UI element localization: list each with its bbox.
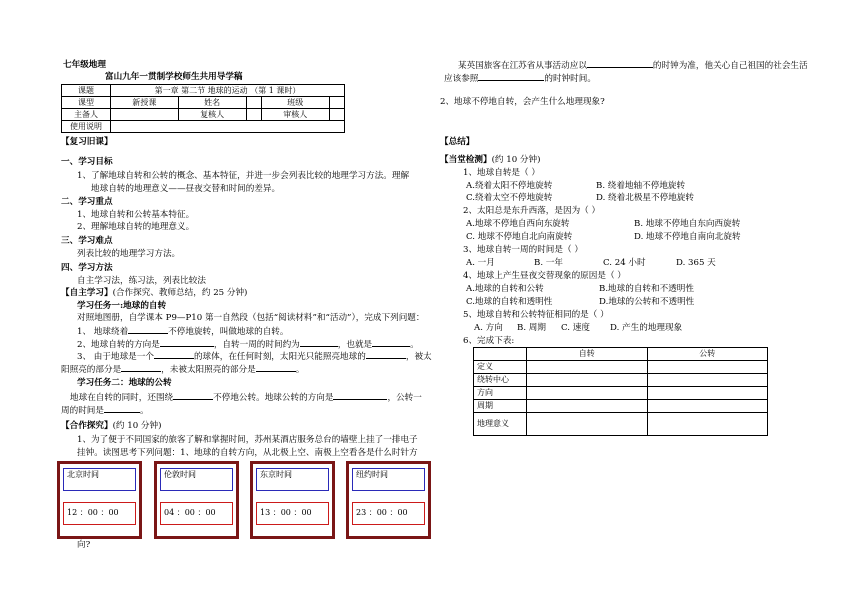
table-cell[interactable]: [527, 387, 648, 400]
clock-city-label: 北京时间: [63, 468, 136, 491]
row-label: 绕转中心: [474, 374, 527, 387]
cooperation-line-3: 向?: [77, 540, 91, 550]
reviewer-value[interactable]: [246, 109, 261, 121]
self-study-header: [61, 288, 247, 298]
table-cell[interactable]: [647, 361, 768, 374]
answer-blank[interactable]: [300, 338, 338, 347]
approver-value[interactable]: [329, 109, 344, 121]
row-label: 方向: [474, 387, 527, 400]
right-para-line-2: 应该参照 的时钟时间。: [444, 74, 596, 84]
table-cell[interactable]: [647, 387, 768, 400]
row-label: 地理意义: [474, 413, 527, 436]
quiz-option[interactable]: A. 一月: [466, 258, 495, 268]
method-item: 自主学习法，练习法，列表比较法: [77, 276, 206, 286]
quiz-question-1: 1、地球自转是（ ）: [463, 168, 540, 178]
quiz-option[interactable]: A.绕着太阳不停地旋转: [466, 181, 553, 191]
task1-question-3: 3、 由于地球是一个 的球体，在任何时刻，太阳光只能照亮地球的 ，被太: [77, 352, 432, 362]
quiz-option[interactable]: C. 地球不停地自北向南旋转: [466, 232, 573, 242]
quiz-option[interactable]: D. 产生的地理现象: [610, 323, 683, 333]
review-heading: 【复习旧课】: [61, 137, 113, 147]
col-header-rotation: 自转: [527, 348, 648, 361]
quiz-question-5: 5、地球自转和公转特征相同的是（ ）: [463, 310, 609, 320]
table-cell[interactable]: [527, 374, 648, 387]
answer-blank[interactable]: [173, 391, 213, 400]
cooperation-line-2: 挂钟。读图思考下列问题：1、地球的自转方向，从北极上空、南极上空看各是什么时针方: [77, 448, 418, 458]
name-value[interactable]: [246, 97, 261, 109]
quiz-option[interactable]: C. 速度: [561, 323, 590, 333]
quiz-option[interactable]: D. 365 天: [676, 258, 716, 268]
cooperation-heading: 【合作探究】: [61, 421, 113, 431]
goals-line-2: 地球自转的地理意义——昼夜交替和时间的差异。: [91, 184, 281, 194]
clock-time-display: 13 ：00 ：00: [256, 502, 329, 525]
answer-blank[interactable]: [104, 404, 140, 413]
clock-city-label: 纽约时间: [352, 468, 425, 491]
clock-city-label: 伦敦时间: [160, 468, 233, 491]
table-cell[interactable]: [527, 400, 648, 413]
table-cell[interactable]: [647, 374, 768, 387]
quiz-question-6: 6、完成下表:: [463, 336, 515, 346]
comparison-table: [473, 347, 768, 436]
method-heading: 四、学习方法: [61, 263, 113, 273]
class-label: 班级: [261, 97, 329, 109]
task2-line-1: 地球在自转的同时，还围绕 不停地公转。地球公转的方向是 ，公转一: [70, 393, 422, 403]
quiz-option[interactable]: A.地球不停地自西向东旋转: [466, 219, 570, 229]
answer-blank[interactable]: [333, 391, 387, 400]
col-header-revolution: 公转: [647, 348, 768, 361]
quiz-option[interactable]: D. 地球不停地自南向北旋转: [634, 232, 741, 242]
table-cell[interactable]: [527, 361, 648, 374]
quiz-question-3: 3、地球自转一周的时间是（ ）: [463, 245, 583, 255]
right-question-2: 2、地球不停地自转，会产生什么地理现象?: [440, 97, 605, 107]
row-label: 定义: [474, 361, 527, 374]
answer-blank[interactable]: [366, 350, 406, 359]
quiz-question-4: 4、地球上产生昼夜交替现象的原因是（ ）: [463, 271, 626, 281]
clock-city-label: 东京时间: [256, 468, 329, 491]
table-cell[interactable]: [647, 413, 768, 436]
task1-title: 学习任务一:地球的自转: [77, 301, 167, 311]
type-label: 课型: [62, 97, 111, 109]
summary-heading: 【总结】: [440, 137, 475, 147]
table-corner: [474, 348, 527, 361]
task1-question-3-cont: 阳照亮的部分是 ，未被太阳照亮的部分是 。: [61, 365, 305, 375]
quiz-option[interactable]: C. 24 小时: [603, 258, 646, 268]
test-heading: 【当堂检测】: [440, 155, 492, 165]
author-label: 主备人: [62, 109, 111, 121]
goals-line-1: 1、了解地球自转和公转的概念、基本特征，并进一步会列表比较的地理学习方法。理解: [77, 171, 410, 181]
clock-time-display: 04 ：00 ：00: [160, 502, 233, 525]
answer-blank[interactable]: [160, 338, 214, 347]
test-header: [440, 155, 540, 165]
answer-blank[interactable]: [587, 59, 653, 68]
self-study-heading: 【自主学习】: [61, 288, 113, 298]
quiz-option[interactable]: A.地球的自转和公转: [466, 284, 544, 294]
clock-tokyo: [250, 461, 335, 539]
key-points-heading: 二、学习重点: [61, 197, 113, 207]
goals-heading: 一、学习目标: [61, 157, 113, 167]
author-value[interactable]: [111, 109, 179, 121]
clock-time-display: 12 ：00 ：00: [63, 502, 136, 525]
school-title: 富山九年一贯制学校师生共用导学稿: [105, 72, 243, 82]
type-value: 新授课: [111, 97, 179, 109]
usage-label: 使用说明: [62, 121, 111, 133]
approver-label: 审核人: [261, 109, 329, 121]
topic-label: 课题: [62, 85, 111, 97]
cooperation-line-1: 1、为了便于不同国家的旅客了解和掌握时间，苏州某酒店服务总台的墙壁上挂了一排电子: [77, 435, 418, 445]
task1-question-2: 2、地球自转的方向是 ，自转一周的时间约为 ，也就是 。: [77, 340, 419, 350]
quiz-option[interactable]: C.绕着太空不停地旋转: [466, 193, 553, 203]
topic-value: 第一章 第二节 地球的运动 （第 1 课时）: [111, 85, 345, 97]
cooperation-header: [61, 421, 161, 431]
quiz-option[interactable]: C.地球的自转和透明性: [466, 297, 553, 307]
subject-label: 七年级地理: [63, 60, 106, 70]
answer-blank[interactable]: [256, 363, 296, 372]
quiz-question-2: 2、太阳总是东升西落，是因为（ ）: [463, 206, 601, 216]
answer-blank[interactable]: [478, 72, 544, 81]
name-label: 姓名: [178, 97, 246, 109]
class-value[interactable]: [329, 97, 344, 109]
table-cell[interactable]: [647, 400, 768, 413]
quiz-option[interactable]: B. 绕着地轴不停地旋转: [596, 181, 686, 191]
reviewer-label: 复核人: [178, 109, 246, 121]
usage-value[interactable]: [111, 121, 345, 133]
quiz-option[interactable]: A. 方向: [474, 323, 503, 333]
test-note: (约 10 分钟): [491, 155, 541, 165]
task1-question-1: 1、 地球绕着 不停地旋转，叫做地球的自转。: [77, 327, 289, 337]
quiz-option[interactable]: D. 绕着北极星不停地旋转: [596, 193, 694, 203]
answer-blank[interactable]: [154, 350, 194, 359]
quiz-option[interactable]: D.地球的公转和不透明性: [599, 297, 695, 307]
answer-blank[interactable]: [128, 325, 168, 334]
difficulty-item: 列表比较的地理学习方法。: [77, 249, 181, 259]
answer-blank[interactable]: [121, 363, 161, 372]
table-cell[interactable]: [527, 413, 648, 436]
clock-beijing: [57, 461, 142, 539]
self-study-note: (合作探究、教师总结，约 25 分钟): [112, 288, 248, 298]
quiz-option[interactable]: B. 周期: [517, 323, 546, 333]
clock-time-display: 23 ：00 ：00: [352, 502, 425, 525]
task2-title: 学习任务二：地球的公转: [77, 378, 172, 388]
key-point-1: 1、地球自转和公转基本特征。: [77, 210, 195, 220]
quiz-option[interactable]: B. 一年: [534, 258, 563, 268]
lesson-info-table: [61, 84, 345, 133]
clock-london: [154, 461, 239, 539]
answer-blank[interactable]: [372, 338, 410, 347]
quiz-option[interactable]: B.地球的自转和不透明性: [599, 284, 694, 294]
task2-line-2: 周的时间是 。: [61, 406, 149, 416]
task1-intro: 对照地图册，自学课本 P9—P10 第一自然段（包括“阅读材料”和“活动”），完成下列问题：: [77, 313, 425, 323]
key-point-2: 2、理解地球自转的地理意义。: [77, 222, 195, 232]
quiz-option[interactable]: B. 地球不停地自东向西旋转: [634, 219, 741, 229]
right-para-line-1: 某英国旅客在江苏省从事活动应以 的时钟为准，他关心自己祖国的社会生活: [458, 61, 808, 71]
row-label: 周期: [474, 400, 527, 413]
clock-newyork: [346, 461, 431, 539]
cooperation-note: (约 10 分钟): [112, 421, 162, 431]
difficulty-heading: 三、学习难点: [61, 236, 113, 246]
